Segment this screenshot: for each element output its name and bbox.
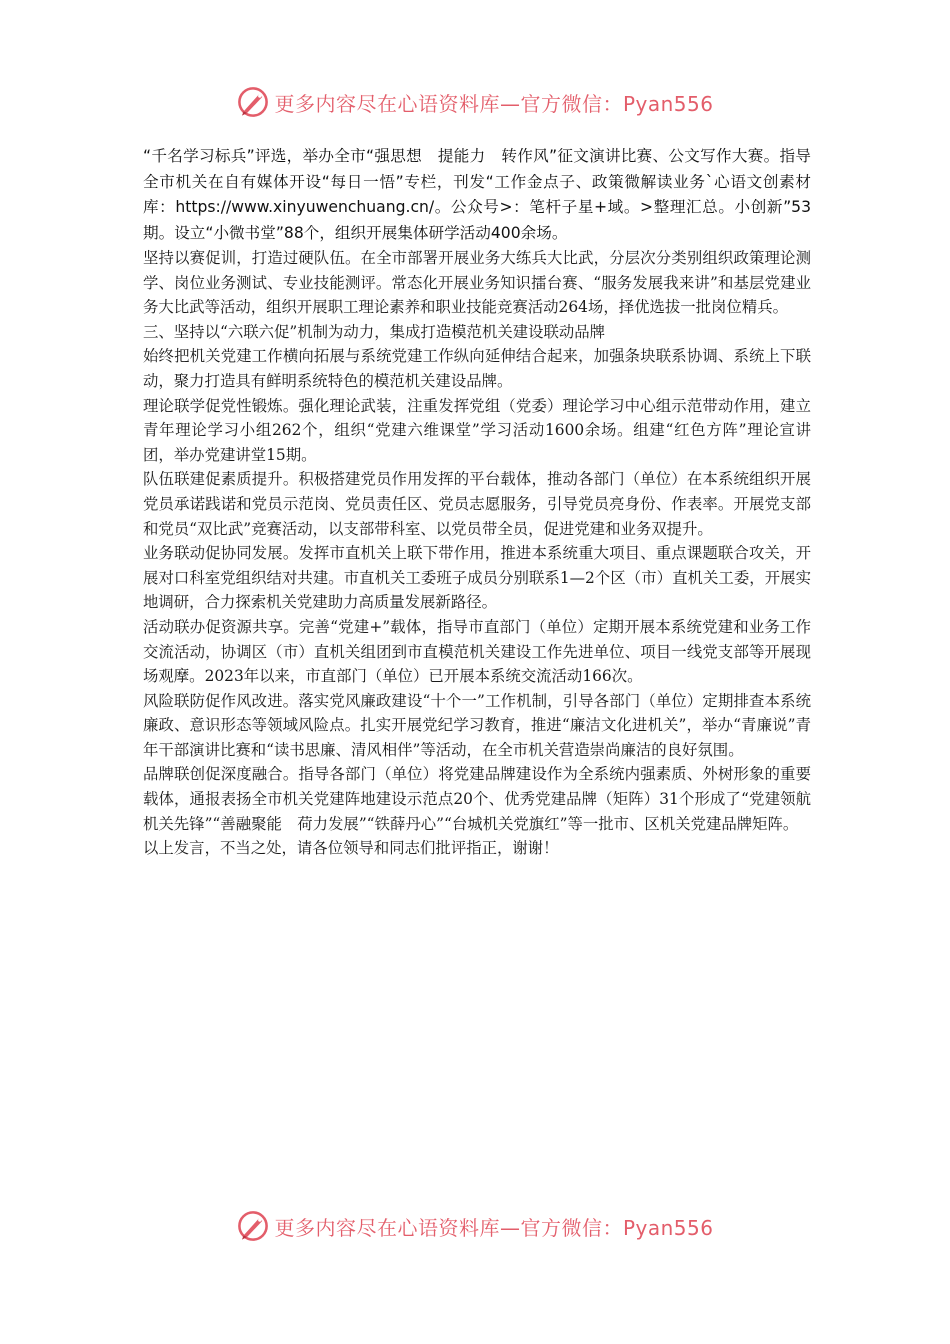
paragraph-training: 坚持以赛促训，打造过硬队伍。在全市部署开展业务大练兵大比武，分层次分类别组织政策理论测学、岗位业务测试、专业技能测评。常态化开展业务知识擂台赛、“服务发展我来讲”和基层党建业务大比武等活动，组织开展职工理论素养和职业技能竞赛活动264场，择优选拔一批岗位精兵。 [143, 249, 811, 317]
footer-watermark-banner [0, 1206, 950, 1246]
paragraph-competition: “千名学习标兵”评选，举办全市“强思想 提能力 转作风”征文演讲比赛、公文写作大赛。指导全市机关在自有媒体开设“每日一悟”专栏，刊发“工作金点子、政策微解读业务`心语文创素材库：https://www.xinyuwenchuang.cn/。公众号>：笔杆子星+域。>整理汇总。小创新”53期。设立“小微书堂”88个，组织开展集体研学活动400余场。 [143, 147, 811, 242]
paragraph-business-linkage: 业务联动促协同发展。发挥市直机关上联下带作用，推进本系统重大项目、重点课题联合攻关，开展对口科室党组织结对共建。市直机关工委班子成员分别联系1—2个区（市）直机关工委，开展实地调研，合力探索机关党建助力高质量发展新路径。 [143, 544, 811, 612]
paragraph-activity-sharing: 活动联办促资源共享。完善“党建+”载体，指导市直部门（单位）定期开展本系统党建和业务工作交流活动，协调区（市）直机关组团到市直模范机关建设工作先进单位、项目一线党支部等开展现场观摩。2023年以来，市直部门（单位）已开展本系统交流活动166次。 [143, 617, 811, 686]
paragraph-risk-prevention: 风险联防促作风改进。落实党风廉政建设“十个一”工作机制，引导各部门（单位）定期排查本系统廉政、意识形态等领域风险点。扎实开展党纪学习教育，推进“廉洁文化进机关”，举办“青廉说”青年干部演讲比赛和“读书思廉、清风相伴”等活动，在全市机关营造崇尚廉洁的良好氛围。 [143, 691, 811, 759]
watermark-text: 更多内容尽在心语资料库—官方微信：Pyan556 [274, 1215, 714, 1240]
paragraph-closing: 以上发言，不当之处，请各位领导和同志们批评指正，谢谢！ [143, 839, 559, 858]
pen-logo-icon [236, 1209, 270, 1243]
document-body [143, 144, 827, 861]
paragraph-team-building: 队伍联建促素质提升。积极搭建党员作用发挥的平台载体，推动各部门（单位）在本系统组织开展党员承诺践诺和党员示范岗、党员责任区、党员志愿服务，引导党员亮身份、作表率。开展党支部和党员“双比武”竞赛活动，以支部带科室、以党员带全员，促进党建和业务双提升。 [143, 470, 811, 538]
paragraph-brand-building: 品牌联创促深度融合。指导各部门（单位）将党建品牌建设作为全系统内强素质、外树形象的重要载体，通报表扬全市机关党建阵地建设示范点20个、优秀党建品牌（矩阵）31个形成了“党建领航 机关先锋”“善融聚能 荷力发展”“铁薛丹心”“台城机关党旗红”等一批市、区机关党建品牌矩阵。 [143, 765, 827, 833]
header-watermark-banner [0, 82, 950, 122]
watermark-text: 更多内容尽在心语资料库—官方微信：Pyan556 [274, 91, 714, 116]
section-heading-three: 三、坚持以“六联六促”机制为动力，集成打造模范机关建设联动品牌 [143, 322, 606, 341]
paragraph-overview: 始终把机关党建工作横向拓展与系统党建工作纵向延伸结合起来，加强条块联系协调、系统上下联动，聚力打造具有鲜明系统特色的模范机关建设品牌。 [143, 347, 811, 390]
paragraph-theory-study: 理论联学促党性锻炼。强化理论武装，注重发挥党组（党委）理论学习中心组示范带动作用，建立青年理论学习小组262个，组织“党建六维课堂”学习活动1600余场。组建“红色方阵”理论宣讲团，举办党建讲堂15期。 [143, 396, 811, 464]
pen-logo-icon [236, 85, 270, 119]
